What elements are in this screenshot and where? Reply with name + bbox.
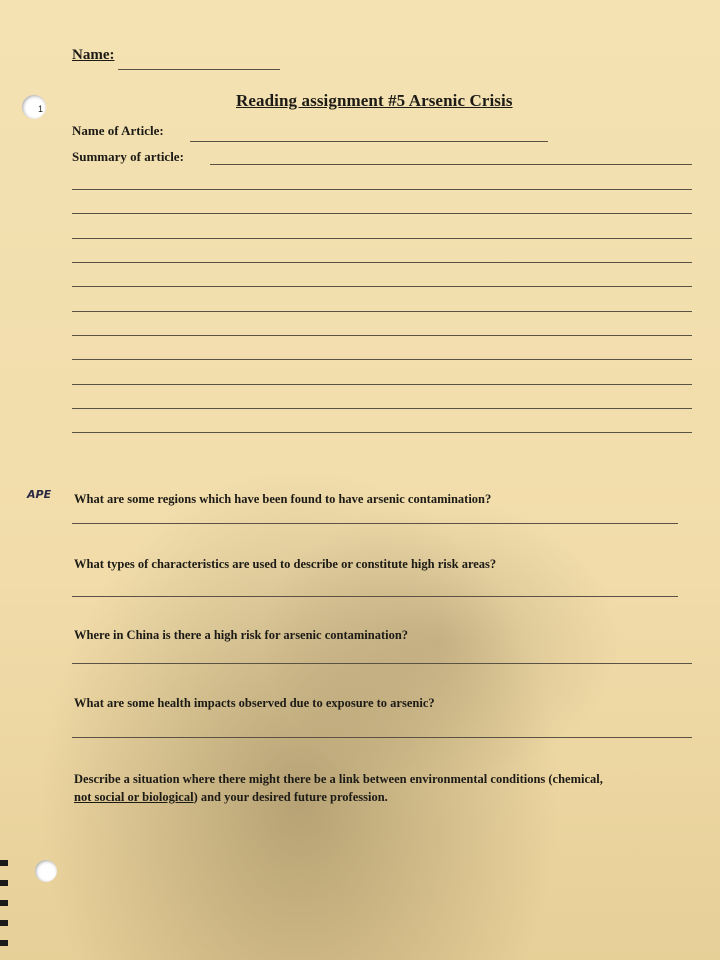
article-name-label: Name of Article: (72, 123, 164, 138)
answer-line-health-impacts[interactable] (72, 737, 692, 738)
punch-hole-bottom (35, 860, 57, 882)
underlined-phrase: not social or biological (74, 790, 194, 804)
question-profession-line1: Describe a situation where there might there be a link between environmental conditions (chemical, (74, 772, 603, 786)
article-name-line[interactable] (190, 141, 548, 142)
summary-line[interactable] (72, 262, 692, 263)
handwritten-margin-note: APE (27, 488, 52, 501)
summary-line[interactable] (72, 238, 692, 239)
question-china: Where in China is there a high risk for arsenic contamination? (74, 628, 409, 642)
summary-line[interactable] (72, 213, 692, 214)
summary-label: Summary of article: (72, 149, 184, 164)
summary-line[interactable] (72, 359, 692, 360)
binder-edge (0, 860, 8, 960)
question-profession-line2 (74, 790, 388, 805)
question-regions: What are some regions which have been found to have arsenic contamination? (74, 492, 492, 506)
answer-line-china[interactable] (72, 663, 692, 664)
answer-line-characteristics[interactable] (72, 596, 678, 597)
summary-line[interactable] (72, 408, 692, 409)
hole-tab-number: 1 (38, 104, 44, 114)
summary-line[interactable] (72, 311, 692, 312)
answer-line-regions[interactable] (72, 523, 678, 524)
page-title: Reading assignment #5 Arsenic Crisis (236, 91, 513, 110)
question-profession-rest: ) and your desired future profession. (193, 790, 388, 804)
summary-line[interactable] (72, 286, 692, 287)
question-health-impacts: What are some health impacts observed due to exposure to arsenic? (74, 696, 435, 710)
name-label: Name: (72, 47, 115, 63)
summary-line[interactable] (72, 335, 692, 336)
question-characteristics: What types of characteristics are used to describe or constitute high risk areas? (74, 557, 497, 571)
summary-line[interactable] (72, 384, 692, 385)
summary-line[interactable] (72, 189, 692, 190)
summary-line[interactable] (210, 164, 692, 165)
name-line[interactable] (118, 69, 280, 70)
summary-line[interactable] (72, 432, 692, 433)
